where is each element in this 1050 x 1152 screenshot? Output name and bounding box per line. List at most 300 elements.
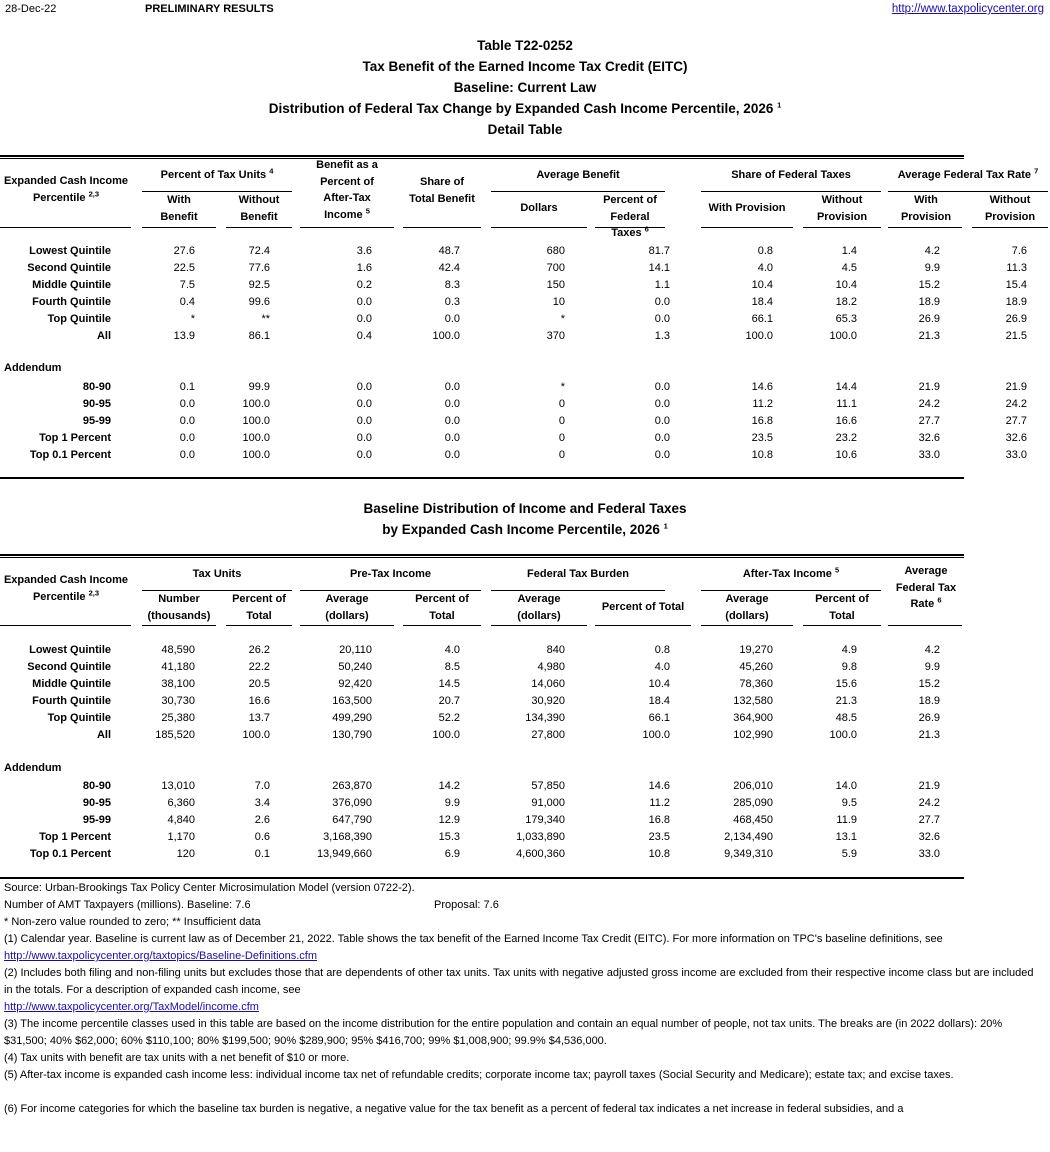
- table-row: [0, 243, 1027, 260]
- value-cell: 99.6: [248, 296, 270, 308]
- value-cell: 41,180: [161, 661, 195, 673]
- col-header-rate-with-provision: With Provision: [900, 194, 952, 223]
- value-cell: 10.8: [648, 848, 670, 860]
- value-cell: 120: [176, 848, 195, 860]
- value-cell: 42.4: [438, 262, 460, 274]
- value-cell: 10.4: [648, 678, 670, 690]
- value-cell: 0.0: [444, 415, 460, 427]
- col-header-percentile: Expanded Cash Income Percentile $^{2,3}$: [3, 574, 129, 603]
- col-header-pretax-pct-total: Percent of Total: [415, 593, 469, 622]
- value-cell: 66.1: [648, 712, 670, 724]
- value-cell: 7.0: [254, 780, 270, 792]
- table-row: [0, 413, 1027, 430]
- value-cell: 45,260: [739, 661, 773, 673]
- value-cell: 4.0: [654, 661, 670, 673]
- distribution-title: Distribution of Federal Tax Change by Expanded Cash Income Percentile, 2026 $^1$: [268, 100, 782, 116]
- value-cell: 33.0: [1005, 449, 1027, 461]
- value-cell: 680: [546, 245, 565, 257]
- value-cell: 1.3: [654, 330, 670, 342]
- value-cell: 840: [546, 644, 565, 656]
- value-cell: 0.4: [179, 296, 195, 308]
- value-cell: 38,100: [161, 678, 195, 690]
- value-cell: 13.1: [835, 831, 857, 843]
- value-cell: 11.2: [752, 398, 773, 410]
- value-cell: 0.1: [254, 848, 270, 860]
- value-cell: 7.6: [1011, 245, 1027, 257]
- value-cell: 0.2: [356, 279, 372, 291]
- value-cell: 13.7: [248, 712, 270, 724]
- table-row: [0, 311, 1027, 328]
- value-cell: 185,520: [155, 729, 195, 741]
- row-label: 80-90: [82, 381, 111, 393]
- col-group-tax-units: Tax Units: [192, 568, 242, 580]
- value-cell: 0.3: [444, 296, 460, 308]
- value-cell: 100.0: [242, 449, 270, 461]
- table-row: [0, 260, 1027, 277]
- baseline-definitions-link[interactable]: http://www.taxpolicycenter.org/taxtopics/Baseline-Definitions.cfm: [4, 950, 318, 962]
- value-cell: 102,990: [733, 729, 773, 741]
- table-row: [0, 710, 964, 727]
- value-cell: 4,600,360: [516, 848, 565, 860]
- value-cell: 0.0: [444, 449, 460, 461]
- value-cell: 65.3: [835, 313, 857, 325]
- value-cell: 20.7: [438, 695, 460, 707]
- value-cell: 0.0: [179, 398, 195, 410]
- value-cell: 27,800: [531, 729, 565, 741]
- value-cell: 9,349,310: [724, 848, 773, 860]
- value-cell: 9.8: [841, 661, 857, 673]
- row-label: Top 0.1 Percent: [29, 449, 111, 461]
- value-cell: 21.3: [918, 330, 940, 342]
- col-group-share-federal-taxes: Share of Federal Taxes: [731, 169, 851, 181]
- value-cell: 13,949,660: [316, 848, 372, 860]
- value-cell: 4.9: [841, 644, 857, 656]
- value-cell: *: [190, 313, 195, 325]
- row-label: Top 1 Percent: [39, 432, 111, 444]
- value-cell: 0.0: [654, 381, 670, 393]
- value-cell: 0.0: [654, 296, 670, 308]
- table-row: [0, 778, 964, 795]
- value-cell: 27.6: [173, 245, 195, 257]
- col-header-burden-average: Average (dollars): [517, 593, 561, 622]
- value-cell: 32.6: [1005, 432, 1027, 444]
- value-cell: 15.4: [1005, 279, 1027, 291]
- value-cell: 0.0: [179, 415, 195, 427]
- col-header-dollars: Dollars: [520, 202, 558, 214]
- value-cell: 1.6: [356, 262, 372, 274]
- legend-note: * Non-zero value rounded to zero; ** Insufficient data: [4, 916, 261, 928]
- row-label: 95-99: [82, 814, 111, 826]
- table-row: [0, 659, 964, 676]
- value-cell: 14.1: [648, 262, 670, 274]
- row-label: Top Quintile: [47, 712, 111, 724]
- value-cell: 18.9: [1005, 296, 1027, 308]
- table-number: Table T22-0252: [477, 38, 573, 53]
- table-row: [0, 328, 1027, 345]
- value-cell: 0.6: [254, 831, 270, 843]
- value-cell: 364,900: [733, 712, 773, 724]
- value-cell: 27.7: [918, 814, 940, 826]
- value-cell: 10.4: [751, 279, 773, 291]
- value-cell: 132,580: [733, 695, 773, 707]
- footnote-1: (1) Calendar year. Baseline is current law as of December 21, 2022. Table shows the tax benefit of the Earned Income Tax Credit (EITC). For more information on TPC's baseline definitions, see: [4, 933, 943, 945]
- value-cell: 0.0: [356, 432, 372, 444]
- col-header-number: Number (thousands): [147, 593, 211, 622]
- value-cell: 15.3: [438, 831, 460, 843]
- value-cell: 16.6: [835, 415, 857, 427]
- value-cell: 100.0: [829, 330, 857, 342]
- value-cell: 20,110: [339, 644, 372, 656]
- value-cell: 0.0: [444, 398, 460, 410]
- row-label: Fourth Quintile: [32, 296, 111, 308]
- table-row: [0, 642, 964, 659]
- col-header-units-pct-total: Percent of Total: [232, 593, 286, 622]
- col-header-without-benefit: Without Benefit: [238, 194, 280, 223]
- value-cell: 78,360: [739, 678, 773, 690]
- row-label: Middle Quintile: [32, 279, 111, 291]
- col-group-federal-tax-burden: Federal Tax Burden: [527, 568, 629, 580]
- value-cell: 100.0: [745, 330, 773, 342]
- value-cell: 10.6: [835, 449, 857, 461]
- value-cell: 9.9: [444, 797, 460, 809]
- value-cell: 10.4: [835, 279, 857, 291]
- value-cell: 0: [558, 398, 565, 410]
- table-row: [0, 294, 1027, 311]
- value-cell: 24.2: [918, 398, 940, 410]
- row-label: Top Quintile: [47, 313, 111, 325]
- table-bottom-rule: [0, 477, 964, 479]
- row-label: Top 0.1 Percent: [29, 848, 111, 860]
- value-cell: 33.0: [918, 449, 940, 461]
- value-cell: 16.8: [751, 415, 773, 427]
- footnote-5: (5) After-tax income is expanded cash income less: individual income tax net of refundable credits; corporate income tax; payroll taxes (Social Security and Medicare); estate tax; and excise taxes.: [4, 1069, 954, 1081]
- table-row: [0, 795, 964, 812]
- footnotes: [4, 880, 1044, 1118]
- detail-table-label: Detail Table: [487, 122, 563, 137]
- value-cell: 3.4: [254, 797, 270, 809]
- value-cell: 499,290: [332, 712, 372, 724]
- value-cell: 0.0: [356, 398, 372, 410]
- value-cell: 18.9: [918, 695, 940, 707]
- value-cell: 100.0: [829, 729, 857, 741]
- col-header-percentile: Expanded Cash Income Percentile $^{2,3}$: [3, 175, 129, 204]
- table-row: [0, 727, 964, 744]
- value-cell: 100.0: [242, 729, 270, 741]
- table-row: [0, 693, 964, 710]
- row-label: Second Quintile: [27, 661, 111, 673]
- value-cell: 86.1: [248, 330, 270, 342]
- value-cell: 48.5: [835, 712, 857, 724]
- value-cell: 12.9: [438, 814, 460, 826]
- row-label: Fourth Quintile: [32, 695, 111, 707]
- value-cell: 10.8: [751, 449, 773, 461]
- table-row: [0, 379, 1027, 396]
- value-cell: 4,980: [537, 661, 565, 673]
- value-cell: 0.0: [356, 415, 372, 427]
- value-cell: 100.0: [242, 415, 270, 427]
- value-cell: 19,270: [739, 644, 773, 656]
- value-cell: 1,170: [167, 831, 195, 843]
- col-group-average-benefit: Average Benefit: [536, 169, 620, 181]
- table-row: [0, 396, 1027, 413]
- value-cell: 21.5: [1005, 330, 1027, 342]
- row-label: All: [96, 330, 111, 342]
- value-cell: 14.6: [648, 780, 670, 792]
- col-header-share-total-benefit: Share of Total Benefit: [409, 176, 475, 205]
- value-cell: 27.7: [918, 415, 940, 427]
- value-cell: 48.7: [438, 245, 460, 257]
- value-cell: 8.5: [444, 661, 460, 673]
- footnote-6: (6) For income categories for which the baseline tax burden is negative, a negative value for the tax benefit as a percent of federal tax indicates a net increase in federal subsidies, and a: [4, 1103, 904, 1115]
- value-cell: 15.2: [918, 279, 940, 291]
- title-block: [0, 35, 1050, 140]
- value-cell: 30,920: [531, 695, 565, 707]
- value-cell: 15.6: [835, 678, 857, 690]
- col-group-percent-tax-units: Percent of Tax Units $^4$: [160, 166, 274, 181]
- footnote-2: (2) Includes both filing and non-filing units but excludes those that are dependents of other tax units. Tax units with negative adjusted gross income are excluded from their respective income class but are included in the totals. For a description of expanded cash income, see: [4, 967, 1034, 996]
- value-cell: 14.0: [835, 780, 857, 792]
- value-cell: 15.2: [918, 678, 940, 690]
- col-header-aftertax-pct-total: Percent of Total: [815, 593, 869, 622]
- value-cell: 16.8: [648, 814, 670, 826]
- value-cell: 23.5: [751, 432, 773, 444]
- value-cell: 9.9: [924, 661, 940, 673]
- row-label: Lowest Quintile: [29, 245, 111, 257]
- value-cell: 21.9: [918, 381, 940, 393]
- value-cell: 4,840: [167, 814, 195, 826]
- value-cell: 0.0: [654, 398, 670, 410]
- value-cell: 100.0: [242, 432, 270, 444]
- table2-title: Baseline Distribution of Income and Federal Taxes by Expanded Cash Income Percentile, 2026 $^1$: [363, 501, 687, 537]
- value-cell: 22.5: [173, 262, 195, 274]
- col-group-pretax-income: Pre-Tax Income: [349, 568, 432, 580]
- value-cell: **: [261, 313, 270, 325]
- value-cell: 14.5: [438, 678, 460, 690]
- col-group-aftertax-income: After-Tax Income $^5$: [742, 565, 840, 580]
- value-cell: 26.9: [1005, 313, 1027, 325]
- col-header-with-benefit: With Benefit: [160, 194, 198, 223]
- value-cell: 468,450: [733, 814, 773, 826]
- value-cell: 100.0: [642, 729, 670, 741]
- value-cell: 26.9: [918, 712, 940, 724]
- value-cell: 0.0: [356, 313, 372, 325]
- value-cell: 206,010: [733, 780, 773, 792]
- table-top-rule: [0, 155, 964, 159]
- value-cell: 27.7: [1005, 415, 1027, 427]
- value-cell: 24.2: [1005, 398, 1027, 410]
- report-date: 28-Dec-22: [5, 3, 57, 15]
- value-cell: 52.2: [438, 712, 460, 724]
- value-cell: 91,000: [531, 797, 565, 809]
- col-header-pct-federal-taxes: Percent of Federal Taxes $^6$: [603, 194, 657, 239]
- value-cell: 0.0: [444, 313, 460, 325]
- table-row: [0, 846, 964, 863]
- row-label: Lowest Quintile: [29, 644, 111, 656]
- table2-top-rule: [0, 554, 964, 558]
- income-definition-link[interactable]: http://www.taxpolicycenter.org/TaxModel/income.cfm: [4, 1001, 259, 1013]
- value-cell: 14.4: [835, 381, 857, 393]
- value-cell: 0.0: [179, 449, 195, 461]
- value-cell: 0.0: [444, 432, 460, 444]
- value-cell: 0.0: [654, 415, 670, 427]
- row-label: 95-99: [82, 415, 111, 427]
- value-cell: 92,420: [338, 678, 372, 690]
- table-row: [0, 812, 964, 829]
- value-cell: 13.9: [173, 330, 195, 342]
- value-cell: 14.2: [438, 780, 460, 792]
- value-cell: 370: [546, 330, 565, 342]
- value-cell: 0: [558, 432, 565, 444]
- value-cell: 2.6: [254, 814, 270, 826]
- value-cell: 16.6: [248, 695, 270, 707]
- tpc-home-link[interactable]: http://www.taxpolicycenter.org: [891, 3, 1044, 15]
- value-cell: 4.2: [924, 245, 940, 257]
- value-cell: 100.0: [432, 330, 460, 342]
- value-cell: 14,060: [531, 678, 565, 690]
- value-cell: 33.0: [918, 848, 940, 860]
- addendum-label: Addendum: [4, 362, 62, 374]
- value-cell: 0.0: [356, 449, 372, 461]
- value-cell: 66.1: [751, 313, 773, 325]
- value-cell: 18.9: [918, 296, 940, 308]
- value-cell: 0.0: [179, 432, 195, 444]
- col-header-without-provision: Without Provision: [816, 194, 868, 223]
- amt-note: Number of AMT Taxpayers (millions). Baseline: 7.6 Proposal: 7.6: [4, 899, 499, 911]
- value-cell: 99.9: [248, 381, 270, 393]
- baseline-label: Baseline: Current Law: [453, 80, 597, 95]
- value-cell: 48,590: [161, 644, 195, 656]
- value-cell: 5.9: [841, 848, 857, 860]
- value-cell: 11.2: [649, 797, 670, 809]
- table-row: [0, 430, 1027, 447]
- preliminary-label: PRELIMINARY RESULTS: [145, 3, 274, 15]
- value-cell: 23.5: [648, 831, 670, 843]
- value-cell: 6.9: [444, 848, 460, 860]
- value-cell: 0.8: [757, 245, 773, 257]
- addendum-label: Addendum: [4, 762, 62, 774]
- col-header-pretax-average: Average (dollars): [325, 593, 369, 622]
- value-cell: 647,790: [332, 814, 372, 826]
- value-cell: 26.2: [248, 644, 270, 656]
- value-cell: 22.2: [248, 661, 270, 673]
- value-cell: 4.5: [841, 262, 857, 274]
- col-header-with-provision: With Provision: [708, 202, 786, 214]
- value-cell: 24.2: [918, 797, 940, 809]
- value-cell: 0.0: [356, 381, 372, 393]
- value-cell: 0.1: [179, 381, 195, 393]
- value-cell: 9.9: [924, 262, 940, 274]
- row-label: Top 1 Percent: [39, 831, 111, 843]
- value-cell: 134,390: [525, 712, 565, 724]
- table-row: [0, 829, 964, 846]
- value-cell: 57,850: [531, 780, 565, 792]
- value-cell: 1.1: [654, 279, 670, 291]
- value-cell: 21.3: [835, 695, 857, 707]
- value-cell: 7.5: [179, 279, 195, 291]
- table-row: [0, 277, 1027, 294]
- row-label: All: [96, 729, 111, 741]
- row-label: 80-90: [82, 780, 111, 792]
- table-row: [0, 676, 964, 693]
- value-cell: 0: [558, 415, 565, 427]
- value-cell: 21.9: [918, 780, 940, 792]
- value-cell: 4.0: [757, 262, 773, 274]
- value-cell: 50,240: [338, 661, 372, 673]
- value-cell: 18.2: [835, 296, 857, 308]
- value-cell: 18.4: [648, 695, 670, 707]
- value-cell: 13,010: [161, 780, 195, 792]
- value-cell: 0: [558, 449, 565, 461]
- value-cell: 30,730: [161, 695, 195, 707]
- value-cell: 92.5: [248, 279, 270, 291]
- value-cell: 8.3: [444, 279, 460, 291]
- value-cell: 4.2: [924, 644, 940, 656]
- col-header-burden-pct-total: Percent of Total: [601, 601, 685, 613]
- value-cell: 21.9: [1005, 381, 1027, 393]
- row-label: Second Quintile: [27, 262, 111, 274]
- value-cell: 4.0: [444, 644, 460, 656]
- value-cell: 130,790: [332, 729, 372, 741]
- value-cell: 23.2: [835, 432, 857, 444]
- value-cell: 0.0: [654, 449, 670, 461]
- value-cell: 3,168,390: [323, 831, 372, 843]
- value-cell: 32.6: [918, 432, 940, 444]
- value-cell: 0.0: [444, 381, 460, 393]
- row-label: Middle Quintile: [32, 678, 111, 690]
- value-cell: 1,033,890: [516, 831, 565, 843]
- table-row: [0, 447, 1027, 464]
- value-cell: 263,870: [332, 780, 372, 792]
- table2-bottom-rule: [0, 877, 964, 879]
- value-cell: 11.3: [1006, 262, 1027, 274]
- value-cell: 0.0: [356, 296, 372, 308]
- col-header-benefit-pct-aftertax: Benefit as a Percent of After-Tax Income $^5$: [316, 159, 378, 221]
- value-cell: 10: [552, 296, 565, 308]
- source-note: Source: Urban-Brookings Tax Policy Center Microsimulation Model (version 0722-2).: [4, 882, 415, 894]
- value-cell: 81.7: [648, 245, 670, 257]
- value-cell: 1.4: [841, 245, 857, 257]
- footnote-4: (4) Tax units with benefit are tax units with a net benefit of $10 or more.: [4, 1052, 350, 1064]
- table-title: Tax Benefit of the Earned Income Tax Credit (EITC): [362, 59, 688, 74]
- value-cell: 150: [546, 279, 565, 291]
- value-cell: 32.6: [918, 831, 940, 843]
- value-cell: 100.0: [242, 398, 270, 410]
- value-cell: 72.4: [248, 245, 270, 257]
- value-cell: 179,340: [525, 814, 565, 826]
- col-header-avg-federal-tax-rate: Average Federal Tax Rate $^6$: [895, 565, 957, 610]
- value-cell: *: [560, 381, 565, 393]
- value-cell: 376,090: [332, 797, 372, 809]
- value-cell: 11.9: [836, 814, 857, 826]
- col-header-aftertax-average: Average (dollars): [725, 593, 769, 622]
- value-cell: 700: [546, 262, 565, 274]
- value-cell: 0.4: [356, 330, 372, 342]
- value-cell: 6,360: [167, 797, 195, 809]
- value-cell: 163,500: [332, 695, 372, 707]
- footnote-3: (3) The income percentile classes used in this table are based on the income distribution for the entire population and contain an equal number of people, not tax units. The breaks are (in 2022 dollars): 20% $31,500; 40% $62,000; 60% $110,100; 80% $199,500; 90% $289,900; 95% $416,700; 99% $1,008,900; 99.9% $4,536,000.: [4, 1018, 1003, 1047]
- value-cell: 0.0: [654, 313, 670, 325]
- value-cell: 18.4: [751, 296, 773, 308]
- value-cell: 21.3: [918, 729, 940, 741]
- value-cell: 9.5: [841, 797, 857, 809]
- value-cell: 77.6: [248, 262, 270, 274]
- value-cell: *: [560, 313, 565, 325]
- row-label: 90-95: [82, 797, 111, 809]
- value-cell: 20.5: [248, 678, 270, 690]
- value-cell: 2,134,490: [724, 831, 773, 843]
- value-cell: 100.0: [432, 729, 460, 741]
- row-label: 90-95: [82, 398, 111, 410]
